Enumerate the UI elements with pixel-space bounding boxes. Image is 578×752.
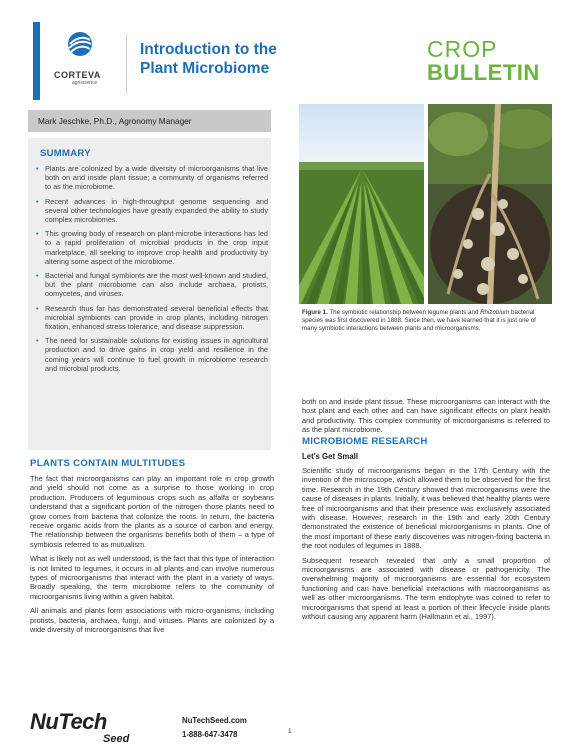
footer-phone: 1-888-647-3478 xyxy=(182,730,238,739)
brand-sub: agriscience xyxy=(72,80,98,86)
summary-item: • The need for sustainable solutions for existing issues in agricultural production and to drive gains in crop yield and resilience in the coming years will continue to fuel growth in microbiome research and microbial products. xyxy=(36,336,268,373)
caption-text: bacterial species was first discovered in 1888. Since then, we have learned that it is just one of many symbiotic interactions between plants and microorganisms. xyxy=(302,309,536,332)
section-multitudes-body xyxy=(30,474,274,635)
summary-item: • Recent advances in high-throughput genome sequencing and several other technologies have greatly expanded the ability to study complex microbiomes. xyxy=(36,197,268,225)
crop-field-photo xyxy=(299,104,424,304)
section-heading-multitudes: PLANTS CONTAIN MULTITUDES xyxy=(30,458,186,469)
seed-logo: Seed xyxy=(103,733,130,745)
paragraph: The fact that microorganisms can play an important role in crop growth and yield should not come as a surprise to those working in crop production. Producers of leguminous crops such as alfalfa or soybeans understand that a significant portion of the nitrogen those plants need to grow comes from bacteria that colonize the roots. In return, the bacteria receive organic acids from the plants as a source of carbon and energy. The relationship between the organisms benefits both of them – a type of symbiosis referred to as mutualism. xyxy=(30,474,274,549)
crop-label: CROP xyxy=(427,36,498,62)
caption-text: The symbiotic relationship between legume plants and xyxy=(327,309,481,316)
summary-list xyxy=(36,164,268,378)
section-heading-research: MICROBIOME RESEARCH xyxy=(302,436,428,447)
header-divider xyxy=(126,34,127,94)
paragraph: Subsequent research revealed that only a small proportion of microorganisms are associated with disease or pathogenicity. The overwhelming majority of microorganisms are essential for ecosystem functioning and can have beneficial interactions with macroorganisms as well as other microorganisms. The term endophyte was coined to refer to microorganisms that spend at least a portion of their lifecycle inside plants without causing any apparent harm (Hallmann et al., 1997). xyxy=(302,555,550,622)
paragraph: Scientific study of microorganisms began in the 17th Century with the invention of the microscope, which allowed them to be observed for the first time. Research in the 19th Century showed that microorganisms were the cause of diseases in plants. Initially, it was believed that healthy plants were free of microorganisms and that their presence was exclusively associated with disease. However, research in the 19th and early 20th Century demonstrated the existence of beneficial microorganisms in plants. One of the most important of these early discoveries was nitrogen-fixing bacteria in the root nodules of legumes in 1888. xyxy=(302,466,550,551)
brand-name: CORTEVA xyxy=(54,70,101,80)
header-accent-bar xyxy=(33,22,40,100)
right-column-body xyxy=(302,397,550,435)
summary-item: • This growing body of research on plant-microbe interactions has led to a rapid proliferation of microbial products in the crop input marketplace, all seeking to improve crop health and productivity by altering some aspect of the microbiome. xyxy=(36,229,268,266)
summary-item: • Plants are colonized by a wide diversity of microorganisms that live both on and inside plant tissue; a community of organisms referred to as the microbiome. xyxy=(36,164,268,192)
paragraph: both on and inside plant tissue. These microorganisms can interact with the host plant and each other and can have significant effects on plant health and productivity. This complex community of microorganisms is referred to as the plant microbiome. xyxy=(302,397,550,435)
subheading: Let's Get Small xyxy=(302,452,359,461)
nutech-logo: NuTech xyxy=(30,709,107,734)
research-body xyxy=(302,466,550,622)
summary-item: • Bacterial and fungal symbionts are the most well-known and studied, but the plant microbiome can also include archaea, protists, oomycetes, and viruses. xyxy=(36,271,268,299)
footer-url[interactable]: NuTechSeed.com xyxy=(182,716,247,725)
page-title: Introduction to the Plant Microbiome xyxy=(140,41,277,77)
caption-italic: Rhizobium xyxy=(480,309,510,316)
author-line: Mark Jeschke, Ph.D., Agronomy Manager xyxy=(28,110,271,132)
bulletin-label: BULLETIN xyxy=(427,60,540,85)
figure-label: Figure 1. xyxy=(302,309,328,316)
page-number: 1 xyxy=(288,728,292,735)
root-nodules-photo xyxy=(428,104,552,304)
summary-item: • Research thus far has demonstrated several beneficial effects that microbial symbionts can provide in crop plants, including nitrogen fixation, enhanced stress tolerance, and disease suppression. xyxy=(36,304,268,332)
figure-caption xyxy=(302,309,550,333)
summary-heading: SUMMARY xyxy=(40,148,91,159)
paragraph: All animals and plants form associations with micro-organisms, including protists, bacteria, archaea, fungi, and viruses. Plants are colonized by a wide diversity of microorganisms that live xyxy=(30,606,274,635)
paragraph: What is likely not as well understood, is the fact that this type of interaction is not limited to legumes, it occurs in all plants and can involve numerous types of microorganisms that interact with the plant in a variety of ways. Broadly speaking, the term microbiome refers to the community of microorganisms living within a given habitat. xyxy=(30,554,274,601)
